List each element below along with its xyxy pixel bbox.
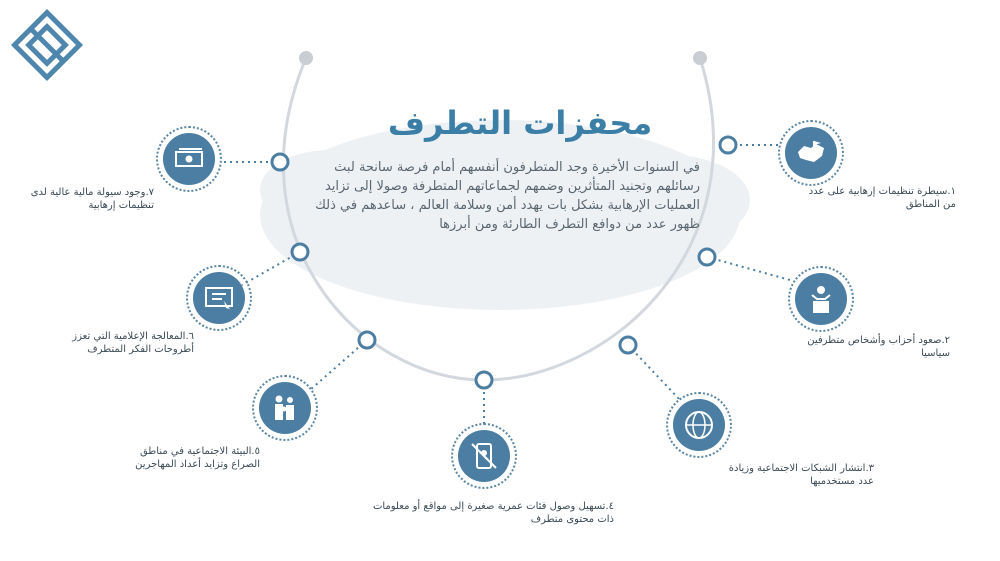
item-5-label: ٥.البيئة الاجتماعية في مناطق الصراع وتزايد أعداد المهاجرين [135, 446, 260, 470]
item-2-label: ٢.صعود أحزاب وأشخاص متطرفين سياسيا [807, 335, 950, 359]
podium-speaker-icon [788, 266, 854, 332]
diagram-title: محفزات التطرف [387, 104, 653, 142]
phone-child-icon [451, 423, 517, 489]
item-1-label: ١.سيطرة تنظيمات إرهابية على عدد من المناطق [808, 186, 956, 210]
item-7-label: ٧.وجود سيولة مالية عالية لدى تنظيمات إرهابية [30, 187, 154, 211]
item-6-label: ٦.المعالجة الإعلامية التي تعزز أطروحات الفكر المتطرف [72, 331, 194, 355]
map-flag-icon [778, 120, 844, 186]
item-4-label: ٤.تسهيل وصول فئات عمرية صغيرة إلى مواقع أو معلومات ذات محتوى متطرف [372, 501, 614, 525]
intro-paragraph: في السنوات الأخيرة وجد المتطرفون أنفسهم أمام فرصة سانحة لبث رسائلهم وتجنيد المتأثرين وضمهم لجماعاتهم المتطرفة وصولا إلى تزايد العمليات الإرهابية بشكل بات يهدد أمن وسلامة العالم ، ساعدهم في ذلك ظهور عدد من دوافع التطرف الطارئة ومن أبرزها [315, 160, 700, 232]
media-screen-icon [186, 265, 252, 331]
money-icon [156, 126, 222, 192]
item-3-label: ٣.انتشار الشبكات الاجتماعية وزيادة عدد مستخدميها [728, 463, 874, 487]
globe-network-icon [666, 392, 732, 458]
family-icon [252, 375, 318, 441]
